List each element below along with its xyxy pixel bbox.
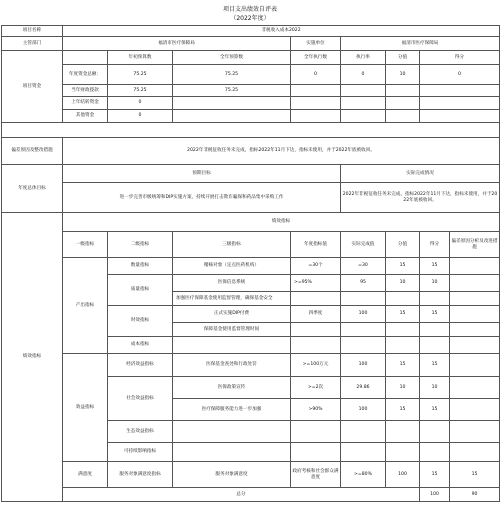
total-score: 90: [450, 488, 500, 502]
target-value: 四季度: [291, 306, 341, 323]
level2-indicator: 经济效益指标: [108, 354, 173, 377]
page-title: 项目支出绩效自评表: [222, 6, 277, 13]
max-score: 15: [386, 258, 420, 275]
actual-value: 29.86: [341, 377, 386, 399]
max-score: 15: [420, 462, 450, 488]
level3-indicator: 保障基金使用监督管理时间: [173, 323, 291, 337]
funds-label: 项目资金: [2, 51, 63, 123]
benefit-indicator-label: 效益指标: [63, 354, 108, 462]
target-value: >=2次: [291, 377, 341, 399]
page-subtitle: （2022年度）: [230, 15, 270, 22]
perf-header: 三级指标: [173, 232, 291, 258]
perf-header: 实际完成值: [341, 232, 386, 258]
evaluation-table: [1, 25, 500, 502]
actual-value: =30: [341, 258, 386, 275]
level2-indicator: 数量指标: [108, 258, 173, 275]
funds-row-label: 当年财政拨款: [63, 85, 108, 97]
expected-goal-text: 进一步完善市级统筹和DIP实施方案，持续开展打击欺诈骗保和药品集中采购工作: [63, 183, 341, 213]
max-score: 10: [386, 377, 420, 399]
score: 10: [420, 377, 450, 399]
funds-header: 全年执行数: [291, 51, 341, 65]
score: 15: [450, 462, 500, 488]
perf-outer-label: 绩效指标: [2, 213, 63, 502]
goals-label: 年度总体目标: [2, 165, 63, 213]
funds-row-label: 上年结转资金: [63, 97, 108, 110]
score: 15: [420, 354, 450, 377]
level3-indicator: 医保信息系统: [173, 275, 291, 292]
funds-cell: 0: [108, 110, 173, 123]
score: 15: [420, 399, 450, 421]
level3-indicator: 医保政策宣传: [173, 377, 291, 399]
funds-row-label: 其他资金: [63, 110, 108, 123]
level2-indicator: 可持续影响指标: [108, 443, 173, 462]
score: 15: [420, 306, 450, 323]
level3-indicator: 医保基金查处和行政处罚: [173, 354, 291, 377]
perf-header: 年度指标值: [291, 232, 341, 258]
total-max: 100: [420, 488, 450, 502]
perf-header: 分值: [386, 232, 420, 258]
perf-section-label: 绩效指标: [63, 213, 500, 232]
actual-value: 100: [341, 354, 386, 377]
max-score: 15: [386, 399, 420, 421]
dept-label: 主管部门: [2, 37, 63, 51]
level3-indicator: 稽核对象（定点医药机构）: [173, 258, 291, 275]
output-indicator-label: 产出指标: [63, 258, 108, 354]
deviation-label: 偏差原因及整改措施: [2, 138, 63, 165]
funds-header: 得分: [420, 51, 500, 65]
funds-row-label: 年度资金总额：: [63, 65, 108, 85]
perf-header: 一级指标: [63, 232, 108, 258]
funds-cell: 10: [386, 65, 420, 85]
target-value: >=80%: [341, 462, 386, 488]
actual-value: 100: [386, 462, 420, 488]
level3-indicator: 正式实施DIP付费: [173, 306, 291, 323]
funds-header: 分值: [386, 51, 420, 65]
funds-cell: 0: [420, 65, 500, 85]
target-value: >=95%: [291, 275, 341, 292]
target-value: =30个: [291, 258, 341, 275]
score: 10: [420, 275, 450, 292]
level2-indicator: 质量指标: [108, 275, 173, 306]
dept-value: 福清市医疗保障局: [63, 37, 291, 51]
max-score: 15: [386, 306, 420, 323]
funds-header: 执行率: [341, 51, 386, 65]
funds-cell: 75.25: [108, 65, 173, 85]
perf-header: 得分: [420, 232, 450, 258]
actual-value: 95: [341, 275, 386, 292]
project-name: 非税收入成本2022: [63, 26, 500, 37]
perf-header: 偏差原因分析及改进措施: [450, 232, 500, 258]
project-name-label: 项目名称: [2, 26, 63, 37]
level3-indicator: 政府考核和社会群众满意度: [291, 462, 341, 488]
deviation-text: 2022年非税征收任务未完成，指标2022年11月下达，指标未使用，并于2022年底被收回。: [63, 138, 500, 165]
level2-indicator: 社会效益指标: [108, 377, 173, 421]
satisfaction-label: 满意度: [63, 462, 108, 488]
actual-result-text: 2022年非税征收任务未完成，指标2022年11月下达，指标未使用，并于2022年底被收回。: [341, 183, 500, 213]
impl-value: 福清市医疗保障局: [341, 37, 500, 51]
score: 15: [420, 258, 450, 275]
max-score: 15: [386, 354, 420, 377]
actual-result-header: 实际完成情况: [341, 165, 500, 183]
level2-indicator: 服务对象满意度: [173, 462, 291, 488]
satisfaction-l1: 服务对象满意度指标: [108, 462, 173, 488]
total-label: 总分: [63, 488, 420, 502]
actual-value: 100: [341, 306, 386, 323]
funds-cell: 0: [341, 65, 386, 85]
max-score: 10: [386, 275, 420, 292]
funds-cell: 75.25: [173, 65, 291, 85]
funds-cell: 0: [291, 65, 341, 85]
target-value: >90%: [291, 399, 341, 421]
level2-indicator: 生态效益指标: [108, 421, 173, 443]
target-value: >=100万元: [291, 354, 341, 377]
level2-indicator: 时效指标: [108, 306, 173, 337]
funds-cell: 75.25: [173, 85, 291, 97]
level3-indicator: 加强医疗保障基金使用监督管理，确保基金安全: [173, 292, 291, 306]
level3-indicator: 医疗保障服务能力进一步加强: [173, 399, 291, 421]
funds-header: 全年预算数: [173, 51, 291, 65]
actual-value: 100: [341, 399, 386, 421]
funds-cell: 0: [108, 97, 173, 110]
expected-goal-header: 预期目标: [63, 165, 341, 183]
impl-label: 实施单位: [291, 37, 341, 51]
funds-cell: 75.25: [108, 85, 173, 97]
level2-indicator: 成本指标: [108, 337, 173, 354]
funds-header: 年初预算数: [108, 51, 173, 65]
perf-header: 二级指标: [108, 232, 173, 258]
